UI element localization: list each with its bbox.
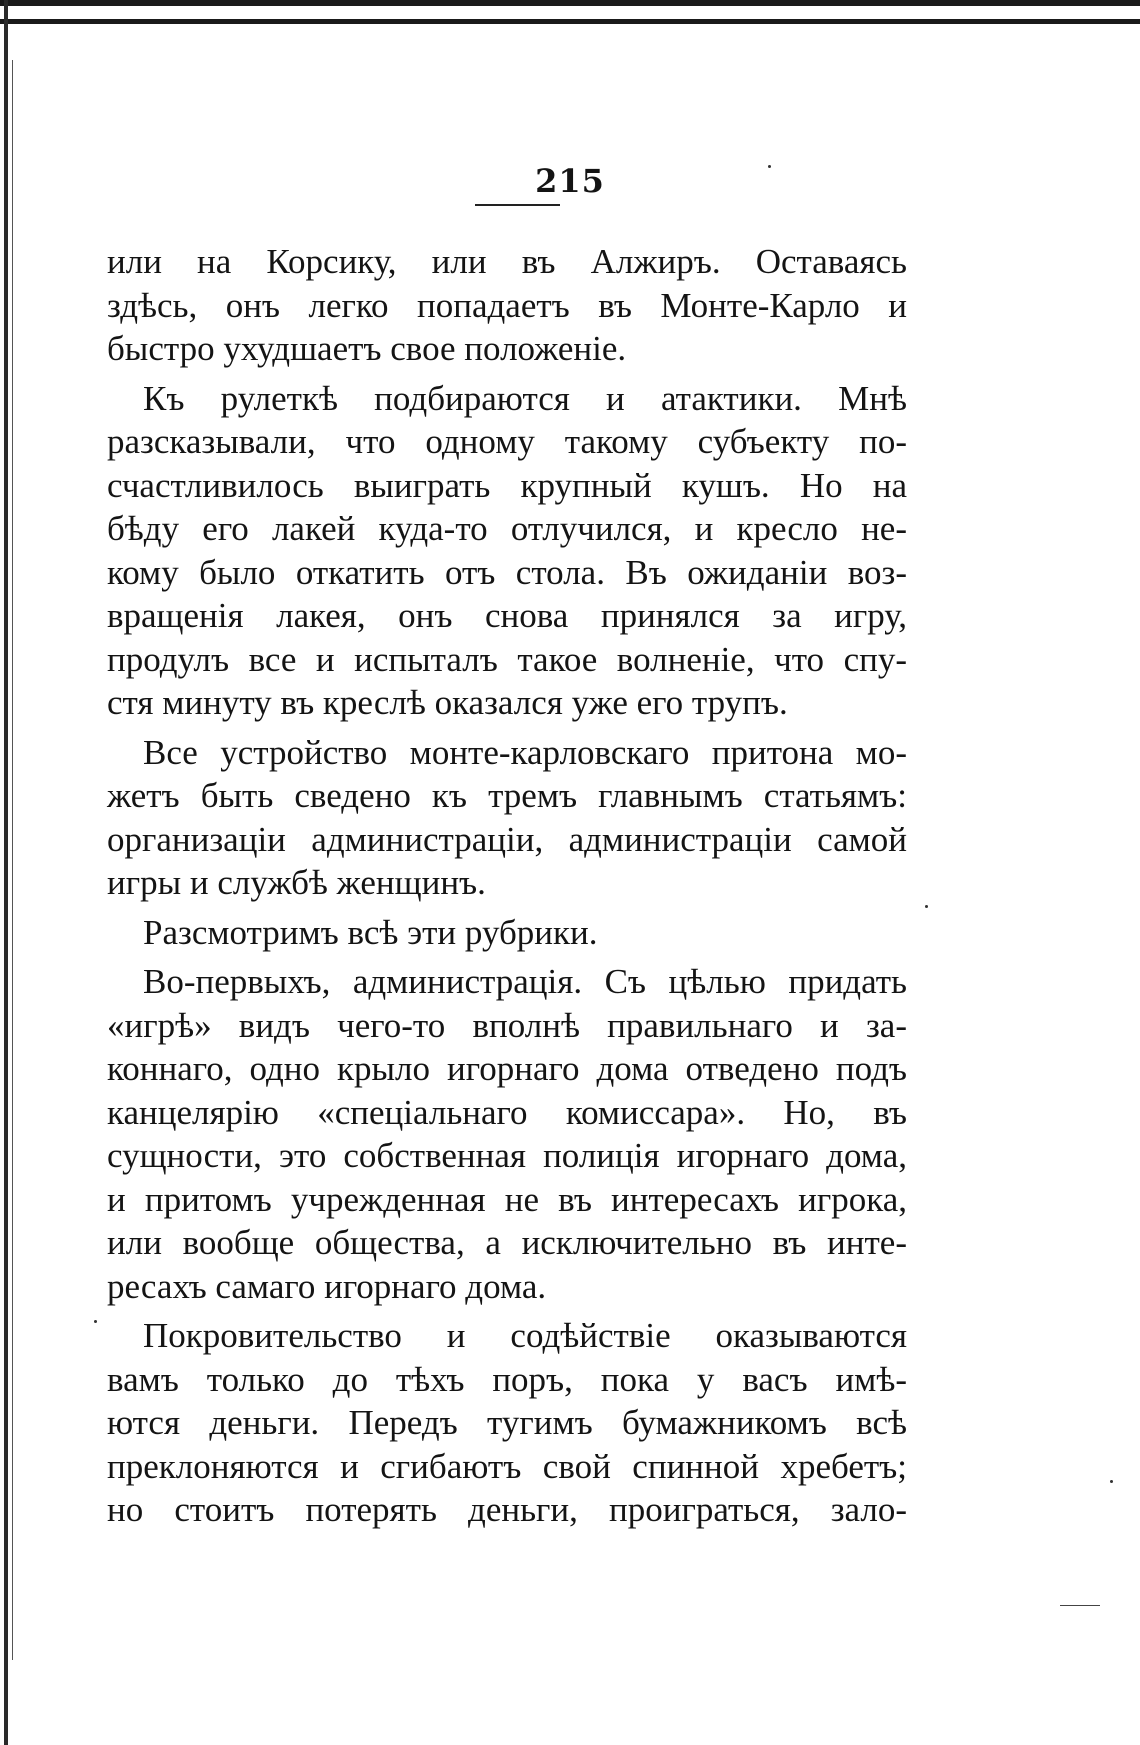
text-line: преклоняются и сгибаютъ свой спинной хребетъ;: [107, 1446, 907, 1486]
text-line: коннаго, одно крыло игорнаго дома отведено подъ: [107, 1049, 907, 1088]
text-line: Все устройство монте-карловскаго притона мо-: [143, 732, 907, 772]
text-line: или на Корсику, или въ Алжиръ. Оставаясь: [107, 242, 907, 281]
page-left-border: [4, 0, 8, 1745]
text-line: продулъ все и испыталъ такое волненіе, что спу-: [107, 639, 907, 679]
text-line: Разсмотримъ всѣ эти рубрики.: [143, 912, 598, 952]
scan-speck: [1110, 1480, 1113, 1483]
text-line: «игрѣ» видъ чего-то вполнѣ правильнаго и за-: [107, 1005, 907, 1045]
page-left-border-inner: [12, 60, 13, 1660]
scan-speck: [94, 1320, 97, 1323]
page-number: 215: [535, 162, 605, 200]
text-line: кому было откатить отъ стола. Въ ожиданіи воз-: [107, 552, 907, 592]
paragraph: [107, 960, 907, 1308]
margin-mark: [1060, 1605, 1100, 1606]
paragraph: [107, 1314, 907, 1532]
text-line: Покровительство и содѣйствіе оказываются: [143, 1316, 907, 1355]
text-line: вамъ только до тѣхъ поръ, пока у васъ имѣ-: [107, 1359, 907, 1399]
text-line: и притомъ учрежденная не въ интересахъ игрока,: [107, 1179, 907, 1219]
text-line: Къ рулеткѣ подбираются и атактики. Мнѣ: [143, 378, 907, 418]
text-line: но стоитъ потерять деньги, проиграться, зало-: [107, 1490, 907, 1529]
text-line: бѣду его лакей куда-то отлучился, и кресло не-: [107, 509, 907, 548]
paragraph: [107, 240, 907, 371]
body-text: [107, 240, 907, 1538]
page-number-underline: [475, 204, 560, 206]
text-line: быстро ухудшаетъ свое положеніе.: [107, 329, 627, 368]
page-top-border: [0, 0, 1140, 24]
text-line: вращенія лакея, онъ снова принялся за игру,: [107, 596, 907, 635]
paragraph: [107, 377, 907, 725]
text-line: организаціи администраціи, администраціи самой: [107, 819, 907, 859]
text-line: здѣсь, онъ легко попадаетъ въ Монте-Карло и: [107, 285, 907, 325]
paragraph: [107, 911, 907, 955]
text-line: ресахъ самаго игорнаго дома.: [107, 1266, 547, 1306]
text-line: или вообще общества, а исключительно въ инте-: [107, 1223, 907, 1262]
text-line: разсказывали, что одному такому субъекту по-: [107, 422, 907, 461]
text-line: канцелярію «спеціальнаго комиссара». Но, въ: [107, 1092, 907, 1132]
text-line: Во-первыхъ, администрація. Съ цѣлью придать: [143, 962, 907, 1001]
paragraph: [107, 731, 907, 905]
text-line: сущности, это собственная полиція игорнаго дома,: [107, 1136, 907, 1175]
scan-speck: [925, 905, 928, 908]
text-line: стя минуту въ креслѣ оказался уже его трупъ.: [107, 683, 788, 722]
text-line: игры и службѣ женщинъ.: [107, 863, 486, 902]
text-line: жетъ быть сведено къ тремъ главнымъ статьямъ:: [107, 776, 907, 815]
text-line: счастливилось выиграть крупный кушъ. Но на: [107, 465, 907, 505]
text-line: ются деньги. Передъ тугимъ бумажникомъ всѣ: [107, 1403, 907, 1442]
